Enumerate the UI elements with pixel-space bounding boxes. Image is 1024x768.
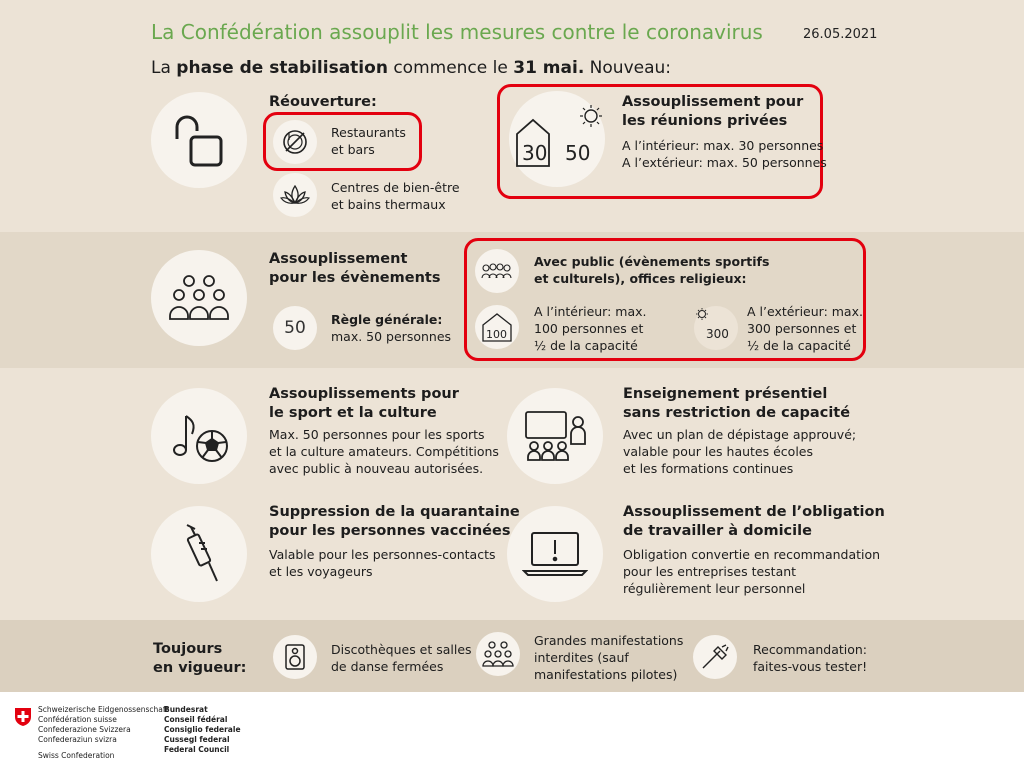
outside-300-number: 300	[706, 327, 729, 341]
crowd-icon	[475, 249, 519, 293]
subtitle-mid: commence le	[387, 58, 514, 78]
sport-heading: Assouplissements pour	[269, 386, 459, 402]
large-events-text-1: Grandes manifestations	[534, 633, 684, 648]
footer-left-line-2: Confédération suisse	[38, 715, 117, 724]
homework-heading: Assouplissement de l’obligation	[623, 504, 885, 520]
large-crowd-icon	[476, 632, 520, 676]
quarantine-heading-2: pour les personnes vaccinées	[269, 523, 511, 539]
still-heading-2: en vigueur:	[153, 660, 247, 676]
footer-swiss-confederation: Swiss Confederation	[38, 751, 115, 760]
inside-30-number: 30	[522, 141, 548, 165]
unlock-icon	[151, 92, 247, 188]
public-outside-text: A l’extérieur: max.	[747, 304, 863, 319]
teaching-heading-2: sans restriction de capacité	[623, 405, 851, 421]
quarantine-text-2: et les voyageurs	[269, 564, 373, 579]
general-rule-label: Règle générale:	[331, 312, 443, 327]
private-inside-text: A l’intérieur: max. 30 personnes	[622, 138, 824, 153]
test-text-1: Recommandation:	[753, 642, 868, 657]
sport-heading-2: le sport et la culture	[269, 405, 437, 421]
footer-right-line-4: Cussegl federal	[164, 735, 230, 744]
large-events-text-2: interdites (sauf	[534, 650, 629, 665]
subtitle-pre: La	[151, 58, 177, 78]
group-people-icon	[151, 250, 247, 346]
general-rule-badge	[273, 306, 317, 350]
public-events-heading-2: et culturels), offices religieux:	[534, 271, 747, 286]
footer-right-line-1: Bundesrat	[164, 705, 208, 714]
private-outside-text: A l’extérieur: max. 50 personnes	[622, 155, 827, 170]
public-events-heading: Avec public (évènements sportifs	[534, 254, 770, 269]
restaurants-label-2: et bars	[331, 142, 375, 157]
subtitle-phase: phase de stabilisation	[176, 58, 388, 78]
public-outside-text-2: 300 personnes et	[747, 321, 857, 336]
public-inside-text: A l’intérieur: max.	[534, 304, 647, 319]
restaurant-plate-icon	[273, 120, 317, 164]
footer-left-line-1: Schweizerische Eidgenossenschaft	[38, 705, 169, 714]
house-sun-icon	[509, 91, 605, 187]
restaurants-label: Restaurants	[331, 125, 406, 140]
sport-text-2: et la culture amateurs. Compétitions	[269, 444, 499, 459]
quarantine-heading: Suppression de la quarantaine	[269, 504, 520, 520]
page-subtitle	[151, 58, 671, 78]
laptop-alert-icon	[507, 506, 603, 602]
lotus-icon	[273, 173, 317, 217]
teaching-text-3: et les formations continues	[623, 461, 794, 476]
homework-text-1: Obligation convertie en recommandation	[623, 547, 881, 562]
swiss-cross-shield-icon	[14, 707, 32, 727]
wellness-label: Centres de bien-être	[331, 180, 460, 195]
quarantine-text-1: Valable pour les personnes-contacts	[269, 547, 496, 562]
disco-text-2: de danse fermées	[331, 659, 444, 674]
teaching-text-1: Avec un plan de dépistage approuvé;	[623, 427, 857, 442]
homework-text-3: régulièrement leur personnel	[623, 581, 806, 596]
events-heading: Assouplissement	[269, 251, 408, 267]
syringe-icon	[151, 506, 247, 602]
private-heading: Assouplissement pour	[622, 94, 804, 110]
page-title: La Confédération assouplit les mesures contre le coronavirus	[151, 20, 763, 44]
reopening-heading: Réouverture:	[269, 94, 377, 110]
subtitle-post: Nouveau:	[584, 58, 672, 78]
homework-heading-2: de travailler à domicile	[623, 523, 812, 539]
wellness-label-2: et bains thermaux	[331, 197, 446, 212]
subtitle-date: 31 mai.	[513, 58, 585, 78]
outside-50-number: 50	[565, 141, 591, 165]
public-inside-text-2: 100 personnes et	[534, 321, 644, 336]
homework-text-2: pour les entreprises testant	[623, 564, 797, 579]
publication-date: 26.05.2021	[803, 27, 878, 42]
classroom-icon	[507, 388, 603, 484]
general-rule-value: max. 50 personnes	[331, 329, 452, 344]
footer-right-line-3: Consiglio federale	[164, 725, 241, 734]
footer-confederation-names	[38, 705, 168, 745]
disco-text-1: Discothèques et salles	[331, 642, 472, 657]
sport-text-1: Max. 50 personnes pour les sports	[269, 427, 485, 442]
music-ball-icon	[151, 388, 247, 484]
footer-right-line-5: Federal Council	[164, 745, 230, 754]
sport-text-3: avec public à nouveau autorisées.	[269, 461, 484, 476]
teaching-text-2: valable pour les hautes écoles	[623, 444, 813, 459]
footer-right-line-2: Conseil fédéral	[164, 715, 228, 724]
footer-left-line-4: Confederaziun svizra	[38, 735, 117, 744]
footer-federal-council	[164, 705, 241, 755]
inside-100-number: 100	[486, 328, 507, 341]
large-events-text-3: manifestations pilotes)	[534, 667, 678, 682]
house-100-icon	[475, 305, 519, 349]
public-inside-text-3: ½ de la capacité	[534, 338, 638, 353]
private-heading-2: les réunions privées	[622, 113, 788, 129]
still-heading: Toujours	[153, 641, 223, 657]
footer-left-line-3: Confederazione Svizzera	[38, 725, 131, 734]
test-swab-icon	[693, 635, 737, 679]
section-background-lower	[0, 368, 1024, 620]
events-heading-2: pour les évènements	[269, 270, 441, 286]
public-outside-text-3: ½ de la capacité	[747, 338, 851, 353]
general-rule-number: 50	[284, 318, 306, 338]
speaker-icon	[273, 635, 317, 679]
test-text-2: faites-vous tester!	[753, 659, 868, 674]
teaching-heading: Enseignement présentiel	[623, 386, 828, 402]
sun-300-icon	[694, 306, 738, 350]
